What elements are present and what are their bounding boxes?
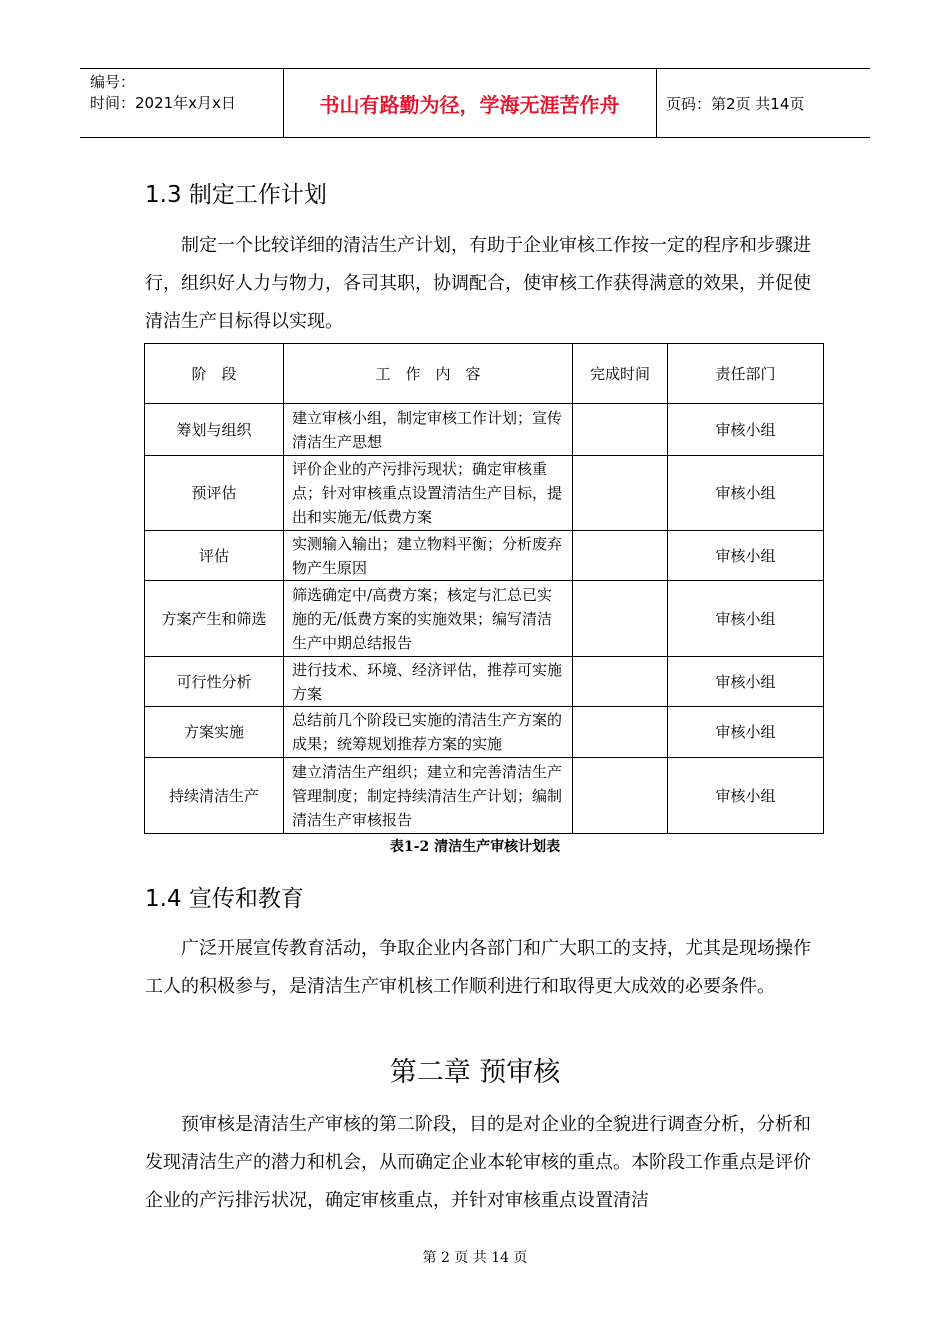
stage-cell: 可行性分析 bbox=[145, 657, 284, 707]
content-cell: 进行技术、环境、经济评估，推荐可实施方案 bbox=[284, 657, 573, 707]
table-header-row bbox=[145, 344, 824, 404]
table-row bbox=[145, 581, 824, 657]
page-header bbox=[80, 68, 870, 138]
section-1-4-paragraph: 广泛开展宣传教育活动，争取企业内各部门和广大职工的支持，尤其是现场操作工人的积极参与，是清洁生产审机核工作顺利进行和取得更大成效的必要条件。 bbox=[145, 938, 811, 997]
table-row bbox=[145, 707, 824, 758]
chapter-2-paragraph: 预审核是清洁生产审核的第二阶段，目的是对企业的全貌进行调查分析，分析和发现清洁生产的潜力和机会，从而确定企业本轮审核的重点。本阶段工作重点是评价企业的产污排污状况，确定审核重点，并针对审核重点设置清洁 bbox=[145, 1114, 811, 1211]
header-cell-dept: 责任部门 bbox=[668, 344, 824, 404]
section-title-1-3: 1.3 制定工作计划 bbox=[145, 182, 327, 208]
stage-cell: 评估 bbox=[145, 531, 284, 581]
dept-cell: 审核小组 bbox=[668, 581, 824, 657]
time-cell bbox=[573, 758, 668, 834]
stage-cell: 方案实施 bbox=[145, 707, 284, 758]
time-cell bbox=[573, 531, 668, 581]
table-row bbox=[145, 657, 824, 707]
dept-cell: 审核小组 bbox=[668, 657, 824, 707]
content-cell: 建立清洁生产组织；建立和完善清洁生产管理制度；制定持续清洁生产计划；编制清洁生产审核报告 bbox=[284, 758, 573, 834]
page-footer: 第 2 页 共 14 页 bbox=[422, 1250, 528, 1266]
stage-cell: 持续清洁生产 bbox=[145, 758, 284, 834]
dept-cell: 审核小组 bbox=[668, 531, 824, 581]
dept-cell: 审核小组 bbox=[668, 404, 824, 456]
content-cell: 总结前几个阶段已实施的清洁生产方案的成果；统筹规划推荐方案的实施 bbox=[284, 707, 573, 758]
time-cell bbox=[573, 657, 668, 707]
content-cell: 筛选确定中/高费方案；核定与汇总已实施的无/低费方案的实施效果；编写清洁生产中期总结报告 bbox=[284, 581, 573, 657]
document-date: 时间：2021年x月x日 bbox=[90, 94, 236, 112]
header-meta bbox=[90, 72, 236, 114]
time-cell bbox=[573, 581, 668, 657]
chapter-title: 第二章 预审核 bbox=[389, 1057, 561, 1088]
stage-cell: 筹划与组织 bbox=[145, 404, 284, 456]
dept-cell: 审核小组 bbox=[668, 707, 824, 758]
header-divider bbox=[656, 69, 657, 137]
content-cell: 实测输入输出；建立物料平衡；分析废弃物产生原因 bbox=[284, 531, 573, 581]
document-number-label: 编号： bbox=[90, 73, 136, 91]
header-motto: 书山有路勤为径，学海无涯苦作舟 bbox=[319, 92, 620, 117]
audit-plan-table bbox=[144, 343, 824, 834]
table-row bbox=[145, 531, 824, 581]
time-cell bbox=[573, 404, 668, 456]
dept-cell: 审核小组 bbox=[668, 456, 824, 531]
table-row bbox=[145, 456, 824, 531]
content-cell: 建立审核小组，制定审核工作计划；宣传清洁生产思想 bbox=[284, 404, 573, 456]
header-cell-stage: 阶 段 bbox=[145, 344, 284, 404]
content-cell: 评价企业的产污排污现状；确定审核重点；针对审核重点设置清洁生产目标，提出和实施无/低费方案 bbox=[284, 456, 573, 531]
header-page-info: 页码：第2页 共14页 bbox=[666, 94, 805, 113]
header-cell-content: 工 作 内 容 bbox=[284, 344, 573, 404]
section-title-1-4: 1.4 宣传和教育 bbox=[145, 886, 304, 912]
header-cell-time: 完成时间 bbox=[573, 344, 668, 404]
stage-cell: 预评估 bbox=[145, 456, 284, 531]
table-row bbox=[145, 404, 824, 456]
table-caption: 表1-2 清洁生产审核计划表 bbox=[389, 839, 561, 855]
section-1-3-paragraph: 制定一个比较详细的清洁生产计划，有助于企业审核工作按一定的程序和步骤进行，组织好人力与物力，各司其职，协调配合，使审核工作获得满意的效果，并促使清洁生产目标得以实现。 bbox=[145, 235, 811, 332]
stage-cell: 方案产生和筛选 bbox=[145, 581, 284, 657]
time-cell bbox=[573, 456, 668, 531]
table-row bbox=[145, 758, 824, 834]
dept-cell: 审核小组 bbox=[668, 758, 824, 834]
time-cell bbox=[573, 707, 668, 758]
